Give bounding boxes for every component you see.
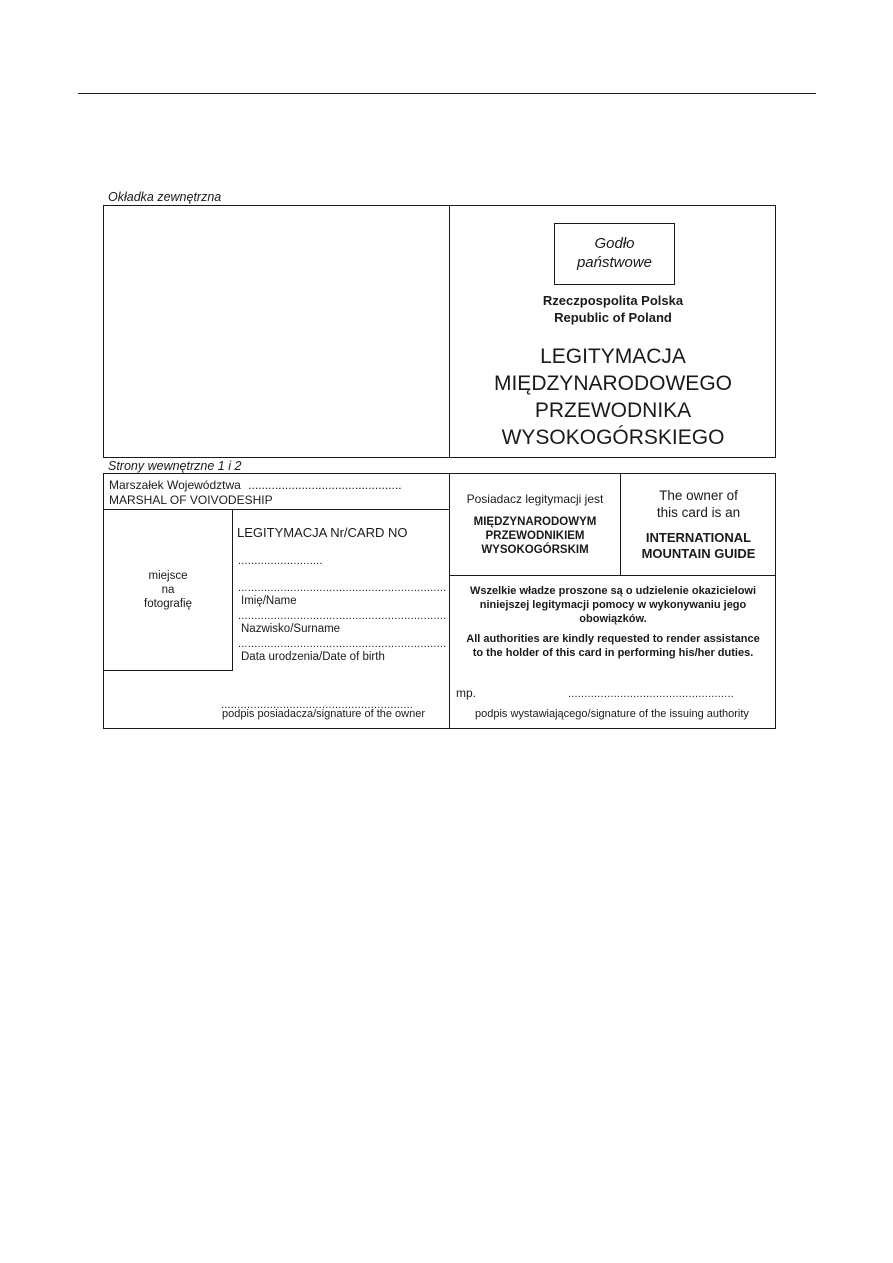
marshal-line <box>109 478 402 492</box>
holder-en-intro1: The owner of <box>659 488 738 503</box>
request-pl-line1: Wszelkie władze proszone są o udzielenie okazicielowi <box>469 585 757 597</box>
emblem-line2: państwowe <box>576 254 653 271</box>
request-en-line2: to the holder of this card in performing his/her duties. <box>472 647 754 659</box>
holder-pl-intro: Posiadacz legitymacji jest <box>466 492 604 506</box>
photo-line1: miejsce <box>148 570 188 582</box>
dob-label: Data urodzenia/Date of birth <box>241 651 385 663</box>
stamp-label: mp. <box>456 686 477 700</box>
page-top-rule <box>78 93 816 94</box>
request-pl-line2: niniejszej legitymacji pomocy w wykonywaniu jego <box>479 599 747 611</box>
name-label: Imię/Name <box>241 595 297 607</box>
holder-pl-line1: MIĘDZYNARODOWYM <box>473 516 597 528</box>
issuer-signature-field: ................................................... <box>568 688 735 700</box>
holder-pl <box>450 492 620 557</box>
cover-title-line3: PRZEWODNIKA <box>534 399 692 422</box>
request-pl-line3: obowiązków. <box>579 613 647 625</box>
cover-title <box>450 343 776 451</box>
inner-pages <box>103 473 776 729</box>
holder-en-intro2: this card is an <box>656 505 741 520</box>
issuer-signature-label: podpis wystawiającego/signature of the issuing authority <box>475 708 749 720</box>
state-emblem-box <box>554 223 675 285</box>
photo-line2: na <box>161 584 175 596</box>
assistance-request <box>450 584 776 660</box>
holder-rule <box>449 575 776 576</box>
cover-title-line4: WYSOKOGÓRSKIEGO <box>501 426 725 449</box>
request-en-line1: All authorities are kindly requested to render assistance <box>466 633 760 645</box>
card-no-field: .......................... <box>238 555 323 567</box>
owner-signature-label: podpis posiadacza/signature of the owner <box>222 708 426 720</box>
outer-cover <box>103 205 776 458</box>
cover-title-line2: MIĘDZYNARODOWEGO <box>493 372 732 395</box>
country-en: Republic of Poland <box>554 310 672 325</box>
owner-signature-field: ........................................................... <box>221 699 414 711</box>
marshal-dots: .............................................. <box>248 478 402 492</box>
photo-placeholder <box>103 509 233 671</box>
surname-label: Nazwisko/Surname <box>241 623 341 635</box>
outer-cover-caption: Okładka zewnętrzna <box>108 190 222 204</box>
cover-title-line1: LEGITYMACJA <box>540 345 686 368</box>
marshal-pl: Marszałek Województwa <box>109 478 241 492</box>
country-name <box>450 292 776 326</box>
holder-en-line2: MOUNTAIN GUIDE <box>641 546 756 561</box>
photo-line3: fotografię <box>144 598 192 610</box>
country-pl: Rzeczpospolita Polska <box>542 293 684 308</box>
holder-pl-line2: PRZEWODNIKIEM <box>485 530 585 542</box>
inner-pages-caption: Strony wewnętrzne 1 i 2 <box>108 459 242 473</box>
emblem-line1: Godło <box>594 235 635 252</box>
field-dots-3: ................................................................ <box>238 638 447 650</box>
holder-en-line1: INTERNATIONAL <box>645 530 752 545</box>
marshal-en: MARSHAL OF VOIVODESHIP <box>109 493 273 507</box>
holder-pl-line3: WYSOKOGÓRSKIM <box>481 544 589 556</box>
holder-en <box>621 487 776 562</box>
field-dots-2: ................................................................ <box>238 610 447 622</box>
card-no-label: LEGITYMACJA Nr/CARD NO <box>237 525 408 540</box>
field-dots-1: ................................................................ <box>238 582 447 594</box>
